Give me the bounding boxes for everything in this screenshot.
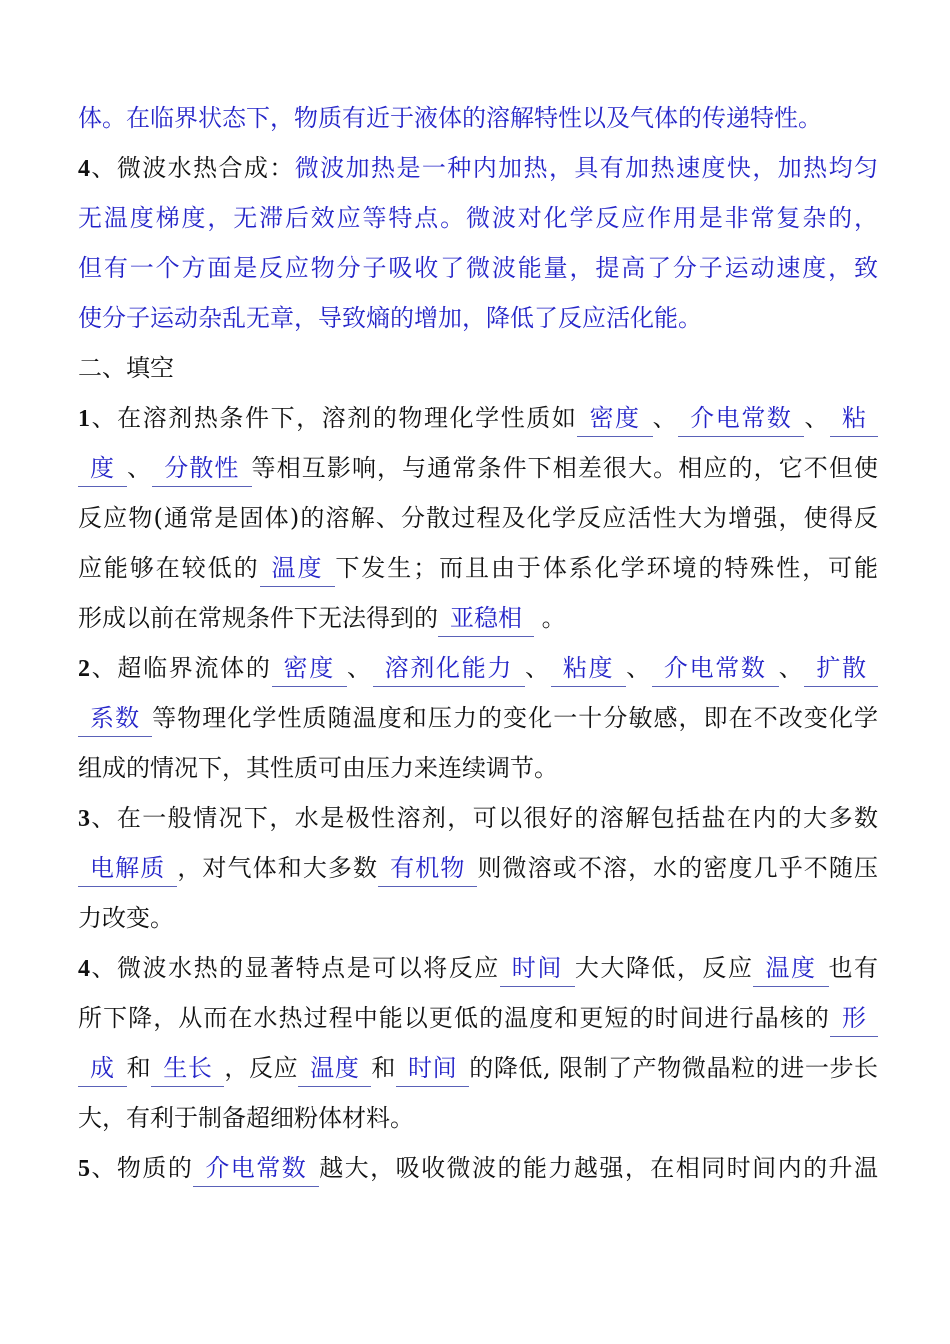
answer-text: 无温度梯度，无滞后效应等特点。微波对化学反应作用是非常复杂的， (78, 204, 878, 232)
text-line (78, 1043, 878, 1093)
text-run: 、 (525, 654, 551, 682)
text-run: 的降低, 限制了产物微晶粒的进一步长 (469, 1054, 879, 1082)
item-number: 4 (78, 156, 90, 182)
fill-blank-answer: 系数 (78, 704, 152, 737)
text-run: ，对气体和大多数 (177, 854, 379, 882)
text-run: 、 (804, 404, 831, 432)
text-line (78, 743, 878, 793)
text-run: ，反应 (224, 1054, 299, 1082)
fill-blank-answer: 温度 (298, 1054, 371, 1087)
item-number: 5 (78, 1156, 90, 1182)
text-run: 所下降，从而在水热过程中能以更低的温度和更短的时间进行晶核的 (78, 1004, 830, 1032)
text-run: 、在溶剂热条件下，溶剂的物理化学性质如 (90, 404, 578, 432)
text-run: 形成以前在常规条件下无法得到的 (78, 604, 438, 632)
fill-blank-answer: 溶剂化能力 (373, 654, 525, 687)
text-line (78, 1093, 878, 1143)
item-number: 3 (78, 806, 90, 832)
fill-blank-answer: 粘度 (551, 654, 626, 687)
item-number: 2 (78, 656, 90, 682)
text-run: 也有 (828, 954, 879, 982)
text-run: 大，有利于制备超细粉体材料。 (78, 1104, 414, 1132)
fill-blank-answer: 形 (830, 1004, 878, 1037)
fill-blank-answer: 成 (78, 1054, 127, 1087)
text-line (78, 343, 878, 393)
text-run: 二、填空 (78, 354, 174, 382)
text-run: 。 (534, 604, 566, 632)
text-line (78, 593, 878, 643)
text-run: 、 (127, 454, 153, 482)
text-line (78, 93, 878, 143)
fill-blank-answer: 亚稳相 (438, 604, 534, 637)
text-line (78, 643, 878, 693)
text-line (78, 843, 878, 893)
text-run: 反应物(通常是固体)的溶解、分散过程及化学反应活性大为增强，使得反 (78, 504, 878, 532)
text-line (78, 293, 878, 343)
fill-blank-answer: 时间 (396, 1054, 469, 1087)
fill-blank-answer: 度 (78, 454, 127, 487)
text-run: 力改变。 (78, 904, 174, 932)
answer-text: 微波加热是一种内加热，具有加热速度快，加热均匀 (294, 154, 879, 182)
fill-blank-answer: 时间 (500, 954, 575, 987)
text-run: 、 (778, 654, 805, 682)
text-run: 、 (652, 404, 679, 432)
fill-blank-answer: 介电常数 (652, 654, 779, 687)
text-run: 等物理化学性质随温度和压力的变化一十分敏感，即在不改变化学 (152, 704, 879, 732)
fill-blank-answer: 密度 (272, 654, 347, 687)
fill-blank-answer: 介电常数 (193, 1154, 319, 1187)
text-line (78, 793, 878, 843)
fill-blank-answer: 介电常数 (678, 404, 804, 437)
text-line (78, 143, 878, 193)
item-number: 1 (78, 406, 90, 432)
text-run: 和 (126, 1054, 152, 1082)
fill-blank-answer: 温度 (260, 554, 336, 587)
text-line (78, 693, 878, 743)
answer-text: 体。在临界状态下，物质有近于液体的溶解特性以及气体的传递特性。 (78, 104, 822, 132)
text-line (78, 993, 878, 1043)
text-run: 、 (626, 654, 652, 682)
text-line (78, 1143, 878, 1193)
fill-blank-answer: 分散性 (152, 454, 251, 487)
fill-blank-answer: 有机物 (378, 854, 477, 887)
fill-blank-answer: 温度 (753, 954, 828, 987)
text-line (78, 443, 878, 493)
text-run: 、超临界流体的 (90, 654, 272, 682)
text-line (78, 943, 878, 993)
text-run: 、微波水热的显著特点是可以将反应 (90, 954, 500, 982)
text-run: 、微波水热合成： (90, 154, 295, 182)
fill-blank-answer: 粘 (830, 404, 878, 437)
text-line (78, 393, 878, 443)
text-run: 等相互影响，与通常条件下相差很大。相应的，它不但使 (251, 454, 879, 482)
text-run: 和 (371, 1054, 397, 1082)
text-run: 越大，吸收微波的能力越强，在相同时间内的升温 (319, 1154, 879, 1182)
text-run: 大大降低，反应 (574, 954, 754, 982)
text-line (78, 543, 878, 593)
text-line (78, 493, 878, 543)
text-run: 、在一般情况下，水是极性溶剂，可以很好的溶解包括盐在内的大多数 (90, 804, 878, 832)
item-number: 4 (78, 956, 90, 982)
text-run: 、物质的 (90, 1154, 194, 1182)
answer-text: 使分子运动杂乱无章，导致熵的增加，降低了反应活化能。 (78, 304, 702, 332)
text-line (78, 893, 878, 943)
text-run: 应能够在较低的 (78, 554, 260, 582)
text-line (78, 243, 878, 293)
document-page (78, 93, 878, 1193)
fill-blank-answer: 密度 (577, 404, 652, 437)
fill-blank-answer: 电解质 (78, 854, 177, 887)
text-line (78, 193, 878, 243)
fill-blank-answer: 扩散 (804, 654, 878, 687)
fill-blank-answer: 生长 (151, 1054, 224, 1087)
answer-text: 但有一个方面是反应物分子吸收了微波能量，提高了分子运动速度，致 (78, 254, 878, 282)
text-run: 、 (346, 654, 373, 682)
text-run: 下发生；而且由于体系化学环境的特殊性，可能 (335, 554, 879, 582)
text-run: 则微溶或不溶，水的密度几乎不随压 (477, 854, 879, 882)
text-run: 组成的情况下，其性质可由压力来连续调节。 (78, 754, 558, 782)
